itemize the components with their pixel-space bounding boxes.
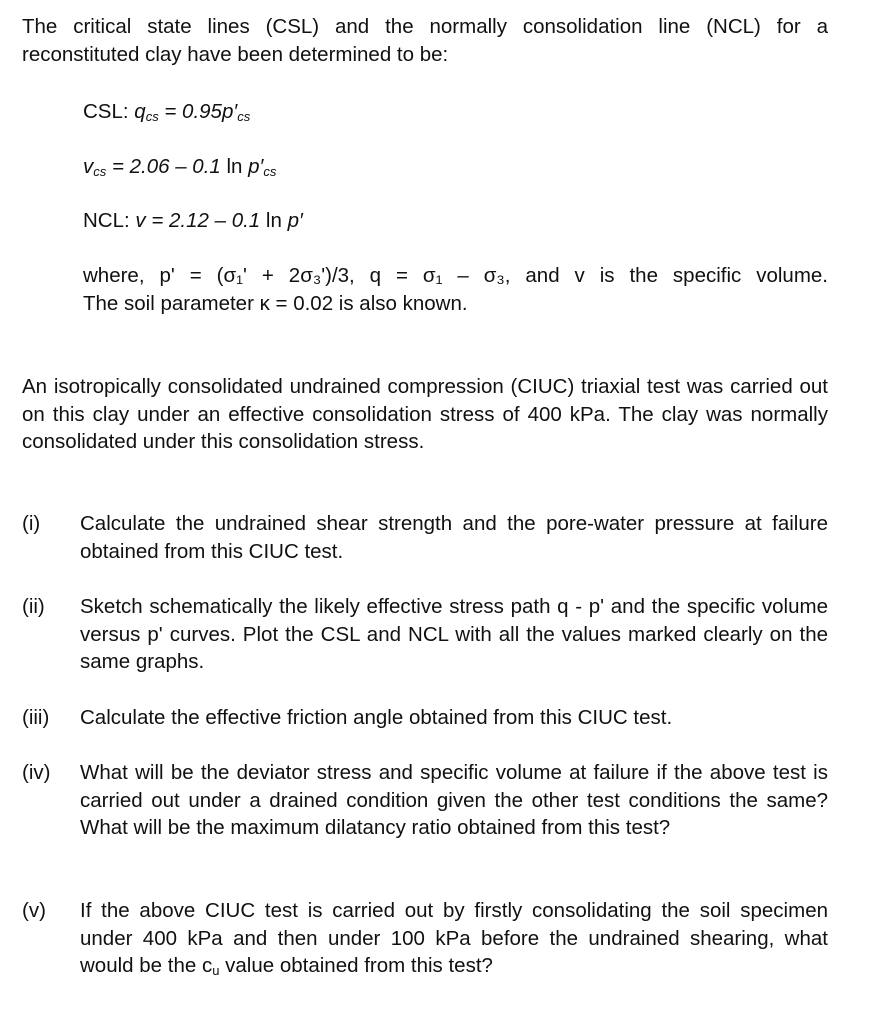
question-number: (ii) [22, 595, 45, 618]
csl-rhs-subscript: cs [237, 109, 251, 124]
vcs-p-subscript: cs [263, 164, 277, 179]
csl-q: q [134, 100, 146, 123]
intro-text: The critical state lines (CSL) and the normally consolidation line (NCL) for a reconstituted clay have been determined to be: [22, 15, 828, 66]
ncl-equation [83, 207, 303, 235]
question-number: (iii) [22, 706, 50, 729]
ncl-ln: ln [265, 209, 288, 232]
where-block [83, 262, 828, 317]
csl-q-subscript: cs [145, 109, 159, 124]
where-line: where, p' = (σ₁' + 2σ₃')/3, q = σ₁ – σ₃, and v is the specific volume. [83, 264, 828, 287]
question-text: What will be the deviator stress and specific volume at failure if the above test is carried out under a drained condition given the other test conditions the same? What will be the maximum dilatancy ratio obtained from this test? [80, 761, 828, 839]
scenario-paragraph [22, 373, 828, 456]
vcs-p: p′ [248, 155, 264, 178]
question-number: (iv) [22, 761, 51, 784]
question-number: (v) [22, 899, 46, 922]
vcs-ln: ln [226, 155, 249, 178]
csl-equation [83, 98, 250, 126]
question-text-before: If the above CIUC test is carried out by firstly consolidating the soil specimen under 400 kPa and then under 100 kPa before the undrained shearing, what would be the c [80, 899, 828, 977]
scenario-text: An isotropically consolidated undrained compression (CIUC) triaxial test was carried out on this clay under an effective consolidation stress of 400 kPa. The clay was normally consolidated under this consolidation stress. [22, 375, 828, 453]
question-text: Calculate the undrained shear strength and the pore-water pressure at failure obtained from this CIUC test. [80, 512, 828, 563]
csl-rhs: = 0.95p′ [158, 100, 238, 123]
question-number: (i) [22, 512, 41, 535]
ncl-p: p′ [287, 209, 303, 232]
cu-subscript: u [212, 963, 220, 978]
ncl-label: NCL: [83, 209, 136, 232]
csl-label: CSL: [83, 100, 135, 123]
ncl-rhs: v = 2.12 – 0.1 [135, 209, 266, 232]
vcs-equation [83, 153, 276, 181]
intro-paragraph [22, 13, 828, 68]
question-text: Calculate the effective friction angle obtained from this CIUC test. [80, 706, 673, 729]
question-text [80, 897, 828, 980]
question-text-after: value obtained from this test? [219, 954, 493, 977]
kappa-line: The soil parameter κ = 0.02 is also known. [83, 291, 468, 315]
vcs-v-subscript: cs [93, 164, 107, 179]
vcs-v: v [83, 155, 94, 178]
question-text: Sketch schematically the likely effective stress path q - p' and the specific volume versus p' curves. Plot the CSL and NCL with all the values marked clearly on the same graphs. [80, 595, 828, 673]
vcs-rhs: = 2.06 – 0.1 [106, 155, 227, 178]
